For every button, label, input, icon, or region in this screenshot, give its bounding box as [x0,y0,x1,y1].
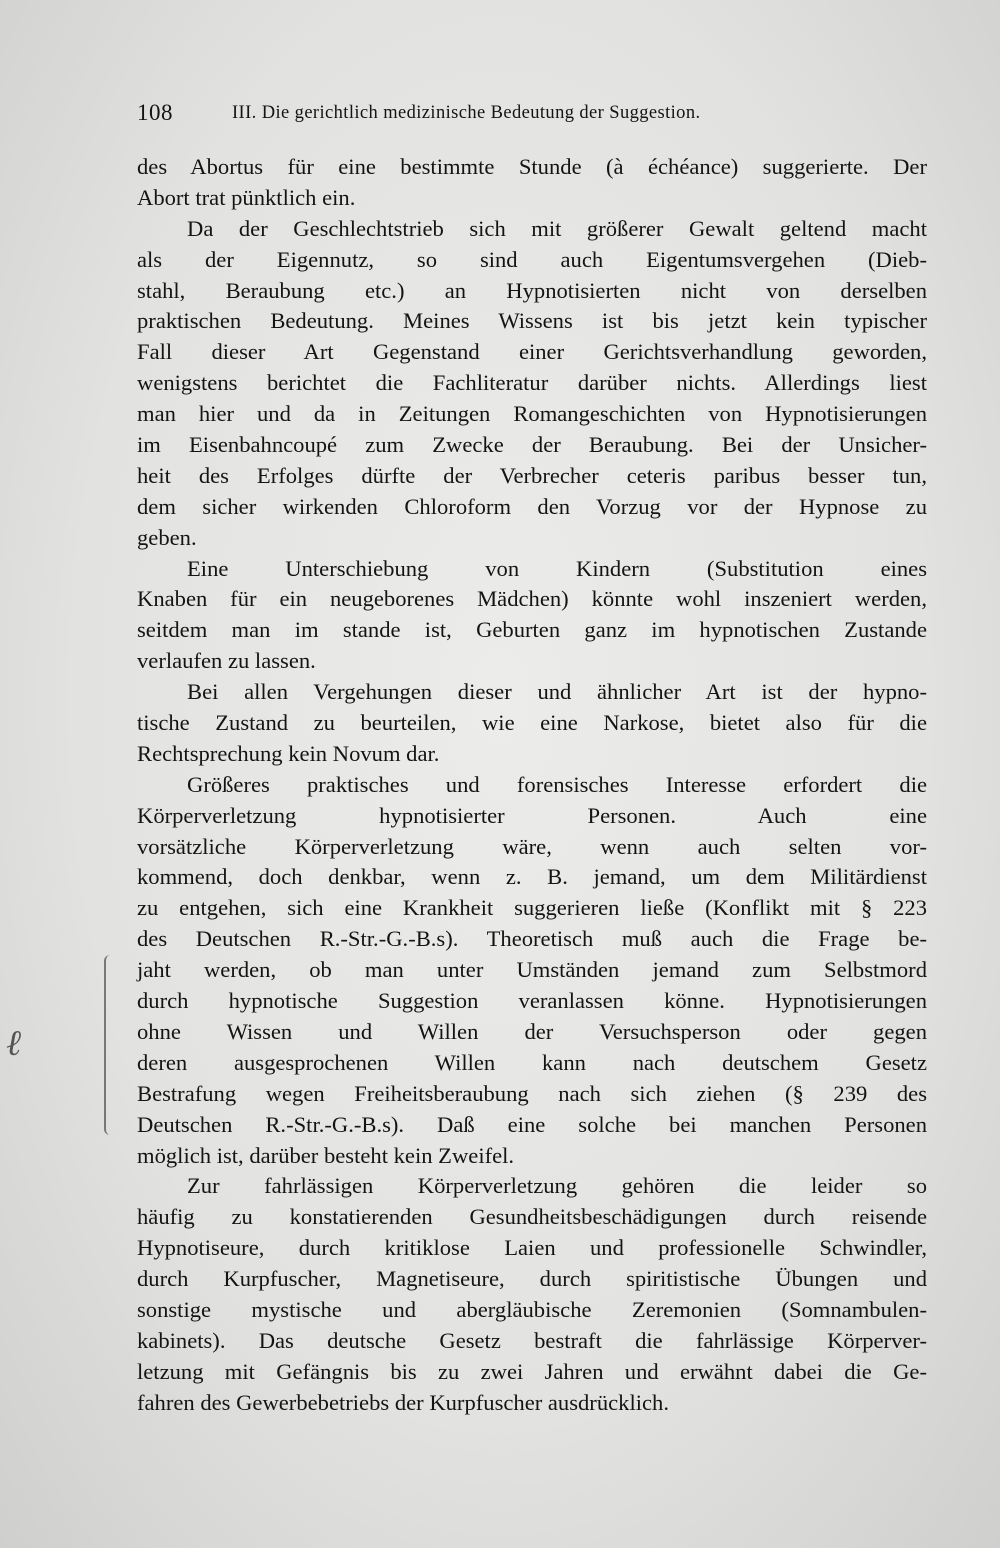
page-header [137,100,837,130]
text-line: durch Kurpfuscher, Magnetiseure, durch spiritistische Übungen und [137,1266,927,1292]
text-line: man hier und da in Zeitungen Romangeschichten von Hypnotisierungen [137,401,927,427]
text-line: als der Eigennutz, so sind auch Eigentumsvergehen (Dieb- [137,246,927,272]
text-line: Rechtsprechung kein Novum dar. [137,740,440,766]
text-line: heit des Erfolges dürfte der Verbrecher ceteris paribus besser tun, [137,462,927,488]
body-text [137,152,927,1419]
margin-pencil-note: ℓ [6,1023,21,1064]
text-line: seitdem man im stande ist, Geburten ganz im hypnotischen Zustande [137,617,927,643]
text-line: häufig zu konstatierenden Gesundheitsbeschädigungen durch reisende [137,1204,927,1230]
text-line: deren ausgesprochenen Willen kann nach deutschem Gesetz [137,1049,927,1075]
text-line: Bestrafung wegen Freiheitsberaubung nach sich ziehen (§ 239 des [137,1080,927,1106]
text-line: vorsätzliche Körperverletzung wäre, wenn auch selten vor- [137,833,927,859]
text-line: Eine Unterschiebung von Kindern (Substitution eines [187,555,927,581]
running-title: III. Die gerichtlich medizinische Bedeutung der Suggestion. [232,103,701,123]
text-line: letzung mit Gefängnis bis zu zwei Jahren und erwähnt dabei die Ge- [137,1358,927,1384]
text-line: fahren des Gewerbebetriebs der Kurpfuscher ausdrücklich. [137,1389,669,1415]
margin-bracket-mark [104,955,116,1135]
text-line: verlaufen zu lassen. [137,648,316,674]
text-line: wenigstens berichtet die Fachliteratur darüber nichts. Allerdings liest [137,370,927,396]
text-line: Deutschen R.-Str.-G.-B.s). Daß eine solche bei manchen Personen [137,1111,927,1137]
text-line: Bei allen Vergehungen dieser und ähnlicher Art ist der hypno- [187,679,927,705]
text-line: des Abortus für eine bestimmte Stunde (à échéance) suggerierte. Der [137,154,927,179]
page-number: 108 [137,100,173,125]
text-line: geben. [137,524,197,550]
text-line: jaht werden, ob man unter Umständen jemand zum Selbstmord [137,957,927,983]
text-line: möglich ist, darüber besteht kein Zweifel. [137,1142,515,1168]
text-line: Größeres praktisches und forensisches Interesse erfordert die [187,771,927,797]
text-line: kabinets). Das deutsche Gesetz bestraft die fahrlässige Körperver- [137,1327,927,1353]
text-line: im Eisenbahncoupé zum Zwecke der Beraubung. Bei der Unsicher- [137,432,927,458]
text-line: ohne Wissen und Willen der Versuchsperson oder gegen [137,1018,927,1044]
text-line: praktischen Bedeutung. Meines Wissens ist bis jetzt kein typischer [137,308,927,334]
text-line: stahl, Beraubung etc.) an Hypnotisierten nicht von derselben [137,277,927,303]
text-line: Körperverletzung hypnotisierter Personen. Auch eine [137,802,927,828]
text-line: Abort trat pünktlich ein. [137,184,356,210]
text-line: dem sicher wirkenden Chloroform den Vorzug vor der Hypnose zu [137,493,927,519]
text-line: des Deutschen R.-Str.-G.-B.s). Theoretisch muß auch die Frage be- [137,926,927,952]
text-line: Knaben für ein neugeborenes Mädchen) könnte wohl inszeniert werden, [137,586,927,612]
text-line: tische Zustand zu beurteilen, wie eine Narkose, bietet also für die [137,710,927,736]
text-line: Da der Geschlechtstrieb sich mit größerer Gewalt geltend macht [187,215,927,241]
text-line: durch hypnotische Suggestion veranlassen könne. Hypnotisierungen [137,988,927,1014]
text-line: Hypnotiseure, durch kritiklose Laien und professionelle Schwindler, [137,1235,927,1261]
text-line: Zur fahrlässigen Körperverletzung gehören die leider so [187,1173,927,1199]
text-line: Fall dieser Art Gegenstand einer Gerichtsverhandlung geworden, [137,339,927,365]
text-line: sonstige mystische und abergläubische Zeremonien (Somnambulen- [137,1296,927,1322]
text-line: zu entgehen, sich eine Krankheit suggerieren ließe (Konflikt mit § 223 [137,895,927,921]
text-line: kommend, doch denkbar, wenn z. B. jemand, um dem Militärdienst [137,864,927,890]
